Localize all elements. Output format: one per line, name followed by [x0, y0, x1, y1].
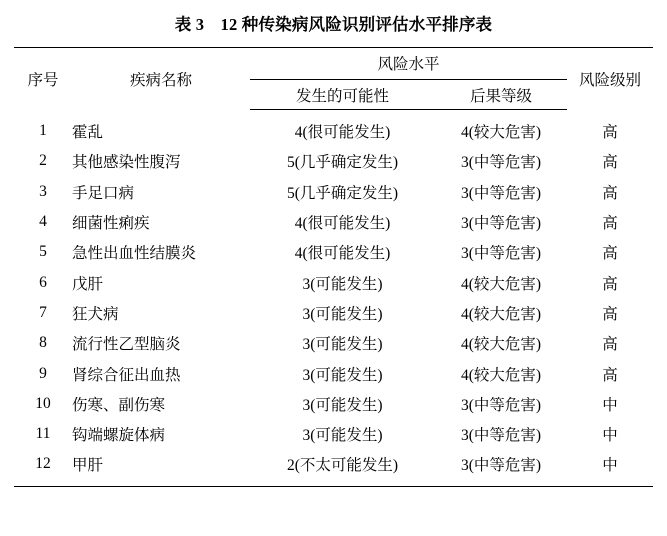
- cell-no: 2: [39, 152, 47, 170]
- cell-no: 4: [39, 213, 47, 231]
- cell-consequence: 3(中等危害): [460, 184, 542, 202]
- cell-no: 12: [35, 455, 51, 473]
- cell-likelihood: 3(可能发生): [302, 336, 383, 354]
- table-row: [14, 419, 653, 449]
- table-row: [14, 358, 653, 388]
- risk-ranking-table: [14, 47, 653, 487]
- cell-consequence: 4(较大危害): [460, 305, 542, 323]
- table-row: [14, 328, 653, 358]
- cell-no: 6: [39, 273, 47, 291]
- cell-consequence: 3(中等危害): [460, 154, 542, 172]
- cell-consequence: 4(较大危害): [460, 336, 542, 354]
- cell-grade: 中: [602, 457, 618, 475]
- cell-grade: 高: [602, 336, 618, 354]
- header-cell-likelihood: 发生的可能性: [250, 80, 435, 110]
- table-caption-title: 12 种传染病风险识别评估水平排序表: [220, 15, 493, 34]
- cell-disease: 甲肝: [71, 457, 103, 475]
- cell-disease: 伤寒、副伤寒: [71, 396, 165, 414]
- table-head: [14, 48, 653, 110]
- cell-grade: 高: [602, 154, 618, 172]
- table-bottom-rule: [14, 486, 653, 487]
- cell-no: 5: [39, 243, 47, 261]
- cell-grade: 高: [602, 184, 618, 202]
- cell-disease: 其他感染性腹泻: [71, 154, 181, 172]
- table-row: [14, 298, 653, 328]
- cell-disease: 狂犬病: [71, 305, 119, 323]
- cell-grade: 中: [602, 396, 618, 414]
- cell-consequence: 4(较大危害): [460, 124, 542, 142]
- header-cell-consequence: 后果等级: [435, 80, 567, 110]
- cell-likelihood: 3(可能发生): [302, 396, 383, 414]
- cell-consequence: 3(中等危害): [460, 427, 542, 445]
- cell-no: 9: [39, 364, 47, 382]
- cell-disease: 细菌性痢疾: [71, 215, 150, 233]
- header-cell-risk-grade: 风险级别: [567, 48, 653, 110]
- table-row: [14, 177, 653, 207]
- table-caption-number: 表 3: [174, 15, 205, 34]
- cell-no: 11: [35, 425, 51, 443]
- cell-likelihood: 4(很可能发生): [294, 245, 391, 263]
- cell-no: 8: [39, 334, 47, 352]
- cell-consequence: 4(较大危害): [460, 366, 542, 384]
- cell-grade: 高: [602, 245, 618, 263]
- cell-grade: 高: [602, 124, 618, 142]
- header-cell-disease: 疾病名称: [72, 48, 250, 110]
- cell-disease: 戊肝: [71, 275, 103, 293]
- cell-disease: 霍乱: [71, 124, 103, 142]
- cell-no: 7: [39, 303, 47, 321]
- cell-likelihood: 4(很可能发生): [294, 124, 391, 142]
- table-row: [14, 237, 653, 267]
- cell-grade: 高: [602, 215, 618, 233]
- cell-consequence: 3(中等危害): [460, 245, 542, 263]
- table-row: [14, 449, 653, 479]
- cell-grade: 高: [602, 275, 618, 293]
- header-row-top: [14, 48, 653, 80]
- cell-likelihood: 4(很可能发生): [294, 215, 391, 233]
- cell-grade: 中: [602, 427, 618, 445]
- table-row: [14, 389, 653, 419]
- cell-disease: 急性出血性结膜炎: [71, 245, 196, 263]
- cell-likelihood: 5(几乎确定发生): [286, 154, 399, 172]
- table-row: [14, 146, 653, 176]
- cell-likelihood: 2(不太可能发生): [286, 457, 399, 475]
- table-row: [14, 267, 653, 297]
- cell-disease: 手足口病: [71, 184, 134, 202]
- table-row: [14, 207, 653, 237]
- cell-likelihood: 3(可能发生): [302, 427, 383, 445]
- cell-consequence: 3(中等危害): [460, 396, 542, 414]
- cell-consequence: 4(较大危害): [460, 275, 542, 293]
- cell-no: 3: [39, 182, 47, 200]
- cell-grade: 高: [602, 305, 618, 323]
- header-cell-no: 序号: [14, 48, 72, 110]
- cell-disease: 肾综合征出血热: [71, 366, 181, 384]
- table-body: [14, 110, 653, 487]
- table-caption: [0, 0, 667, 35]
- cell-grade: 高: [602, 366, 618, 384]
- cell-no: 10: [35, 394, 51, 412]
- cell-disease: 钩端螺旋体病: [71, 427, 165, 445]
- cell-consequence: 3(中等危害): [460, 215, 542, 233]
- cell-disease: 流行性乙型脑炎: [71, 336, 181, 354]
- cell-likelihood: 3(可能发生): [302, 305, 383, 323]
- cell-consequence: 3(中等危害): [460, 457, 542, 475]
- table-row: [14, 116, 653, 146]
- cell-likelihood: 3(可能发生): [302, 366, 383, 384]
- cell-likelihood: 3(可能发生): [302, 275, 383, 293]
- cell-likelihood: 5(几乎确定发生): [286, 184, 399, 202]
- cell-no: 1: [39, 122, 47, 140]
- header-cell-risk-level-group: 风险水平: [250, 48, 567, 80]
